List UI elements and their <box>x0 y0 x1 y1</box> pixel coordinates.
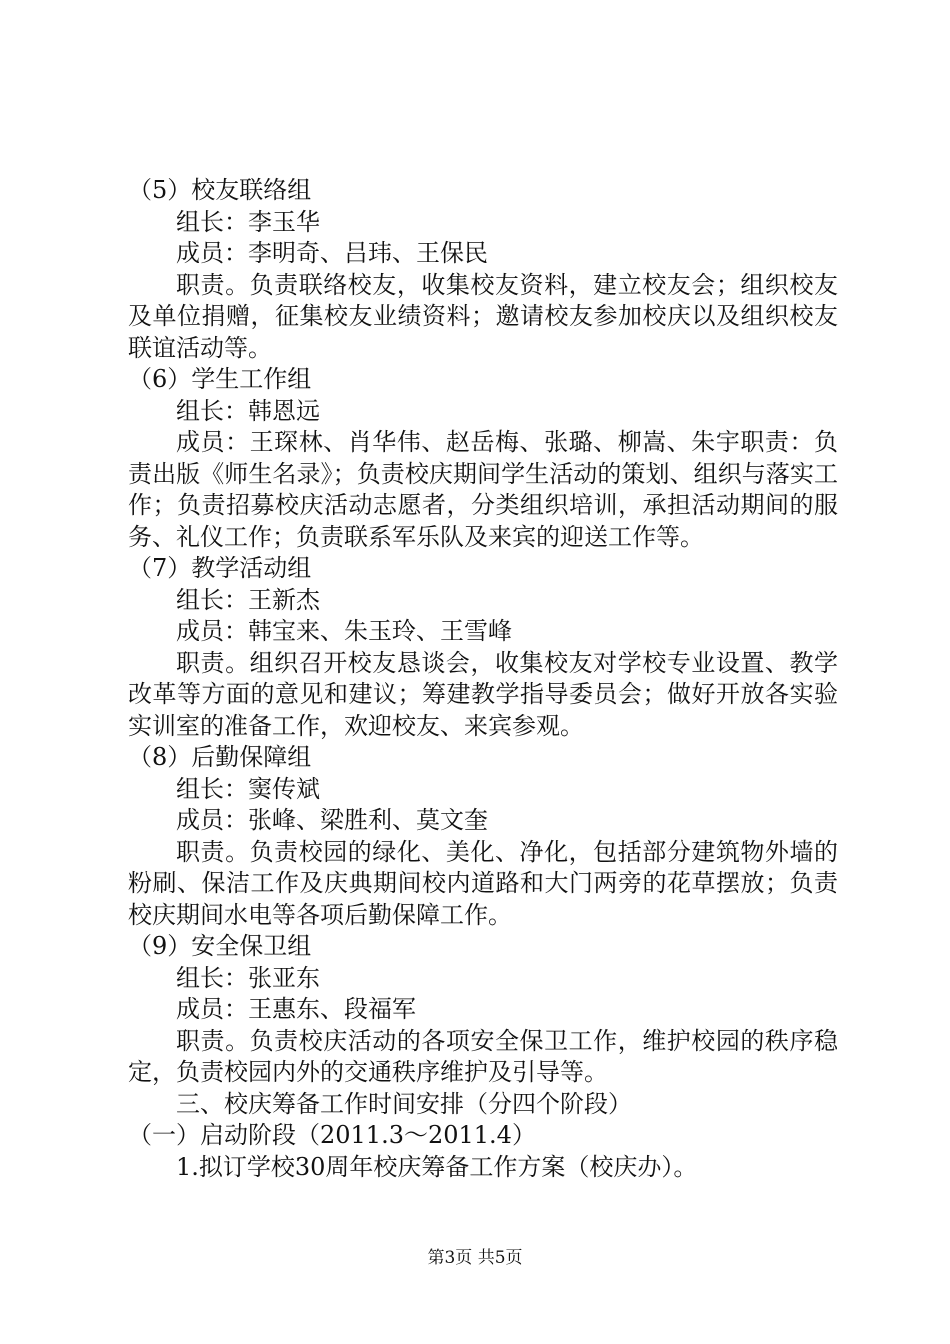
section-heading-security: （9）安全保卫组 <box>128 932 312 960</box>
chapter-heading-schedule: 三、校庆筹备工作时间安排（分四个阶段） <box>176 1089 632 1118</box>
group-leader-teaching: 组长：王新杰 <box>176 585 320 614</box>
group-members-teaching: 成员：韩宝来、朱玉玲、王雪峰 <box>176 617 512 645</box>
page-number-footer: 第3页 共5页 <box>427 1248 523 1268</box>
group-leader-student: 组长：韩恩远 <box>176 396 320 425</box>
group-duties-security: 职责。负责校庆活动的各项安全保卫工作，维护校园的秩序稳定，负责校园内外的交通秩序维护及引导等。 <box>128 1026 838 1086</box>
group-duties-alumni: 职责。负责联络校友，收集校友资料，建立校友会；组织校友及单位捐赠，征集校友业绩资料；邀请校友参加校庆以及组织校友联谊活动等。 <box>128 270 838 362</box>
group-duties-logistics: 职责。负责校园的绿化、美化、净化，包括部分建筑物外墙的粉刷、保洁工作及庆典期间校内道路和大门两旁的花草摆放；负责校庆期间水电等各项后勤保障工作。 <box>128 837 838 929</box>
schedule-item-1: 1.拟订学校30周年校庆筹备工作方案（校庆办）。 <box>176 1152 698 1181</box>
group-members-duties-student: 成员：王琛林、肖华伟、赵岳梅、张璐、柳嵩、朱宇职责：负责出版《师生名录》；负责校庆期间学生活动的策划、组织与落实工作；负责招募校庆活动志愿者，分类组织培训，承担活动期间的服务、礼仪工作；负责联系军乐队及来宾的迎送工作等。 <box>128 428 838 551</box>
group-duties-teaching: 职责。组织召开校友恳谈会，收集校友对学校专业设置、教学改革等方面的意见和建议；筹建教学指导委员会；做好开放各实验实训室的准备工作，欢迎校友、来宾参观。 <box>128 648 838 740</box>
section-heading-student: （6）学生工作组 <box>128 365 312 393</box>
group-members-security: 成员：王惠东、段福军 <box>176 995 416 1023</box>
group-leader-security: 组长：张亚东 <box>176 963 320 992</box>
document-body <box>128 175 838 1183</box>
section-heading-teaching: （7）教学活动组 <box>128 554 312 582</box>
group-leader-logistics: 组长：窦传斌 <box>176 774 320 803</box>
section-heading-alumni: （5）校友联络组 <box>128 176 312 204</box>
group-leader-alumni: 组长：李玉华 <box>176 207 320 236</box>
group-members-alumni: 成员：李明奇、吕玮、王保民 <box>176 239 488 267</box>
section-heading-logistics: （8）后勤保障组 <box>128 743 312 771</box>
phase-heading-launch: （一）启动阶段（2011.3～2011.4） <box>128 1121 536 1149</box>
group-members-logistics: 成员：张峰、梁胜利、莫文奎 <box>176 806 488 834</box>
